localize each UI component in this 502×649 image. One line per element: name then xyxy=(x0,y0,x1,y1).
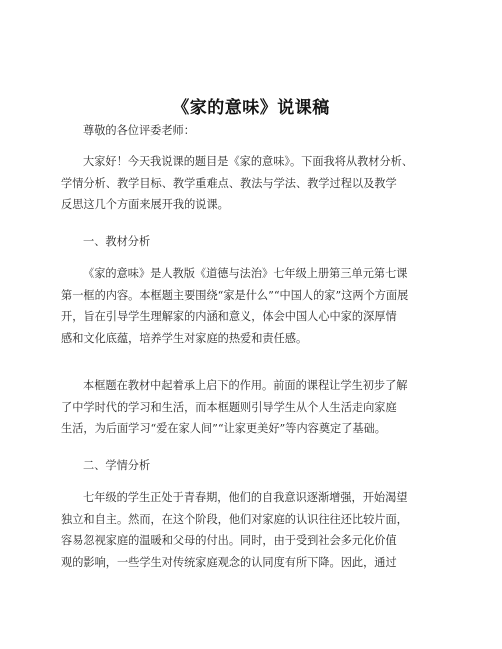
section1-heading-text: 一、教材分析 xyxy=(83,235,151,248)
section2-p1-line-3: 容易忽视家庭的温暖和父母的付出。同时，由于受到社会多元化价值 xyxy=(61,534,397,547)
section1-p2-line-3: 生活，为后面学习“爱在家人间”“让家更美好”等内容奠定了基础。 xyxy=(61,422,386,435)
section2-p1-line-4: 观的影响，一些学生对传统家庭观念的认同度有所下降。因此，通过 xyxy=(61,555,397,569)
section2-heading-text: 二、学情分析 xyxy=(83,459,151,472)
intro-line-2: 学情分析、教学目标、教学重难点、教法与学法、教学过程以及教学 xyxy=(61,176,397,190)
section1-paragraph-1 xyxy=(61,263,446,349)
section1-p1-line-2: 第一框的内容。本框题主要围绕“家是什么”“中国人的家”这两个方面展 xyxy=(61,288,409,302)
section1-heading xyxy=(61,231,446,253)
intro-line-3: 反思这几个方面来展开我的说课。 xyxy=(61,198,229,211)
greeting-paragraph xyxy=(61,120,446,142)
section2-p1-line-2: 独立和自主。然而，在这个阶段，他们对家庭的认识往往还比较片面， xyxy=(61,512,408,526)
section2-heading xyxy=(61,455,446,477)
section1-p2-line-1: 本框题在教材中起着承上启下的作用。前面的课程让学生初步了解 xyxy=(83,379,408,392)
section2-p1-line-1: 七年级的学生正处于青春期，他们的自我意识逐渐增强，开始渴望 xyxy=(83,491,408,504)
greeting-line: 尊敬的各位评委老师： xyxy=(83,124,195,137)
intro-line-1: 大家好！今天我说课的题目是《家的意味》。下面我将从教材分析、 xyxy=(83,155,414,168)
section1-paragraph-2 xyxy=(61,375,446,440)
section1-p1-line-3: 开，旨在引导学生理解家的内涵和意义，体会中国人心中家的深厚情 xyxy=(61,310,397,323)
section2-paragraph-1 xyxy=(61,487,446,573)
section1-p1-line-4: 感和文化底蕴，培养学生对家庭的热爱和责任感。 xyxy=(61,331,308,345)
document-title: 《家的意味》说课稿 xyxy=(172,98,330,118)
section1-p1-line-1: 《家的意味》是人教版《道德与法治》七年级上册第三单元第七课 xyxy=(83,267,408,280)
intro-paragraph xyxy=(61,151,446,216)
section1-p2-line-2: 了中学时代的学习和生活，而本框题则引导学生从个人生活走向家庭 xyxy=(61,400,397,414)
